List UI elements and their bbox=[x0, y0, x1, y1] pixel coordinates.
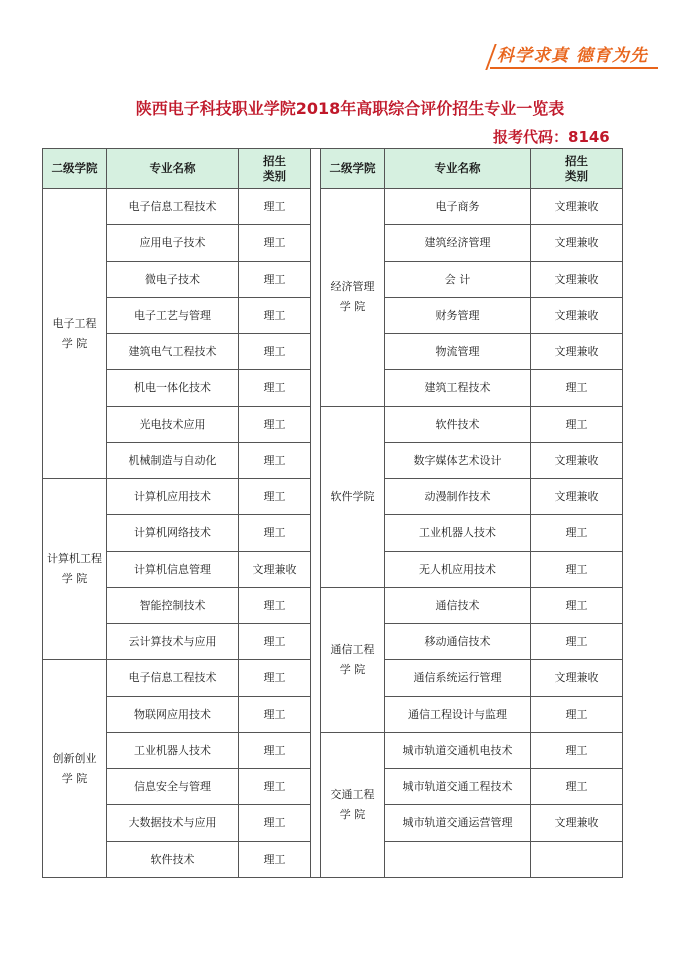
major-cell: 物联网应用技术 bbox=[107, 696, 239, 732]
header-category-line2: 类别 bbox=[263, 168, 286, 183]
category-cell: 理工 bbox=[239, 769, 311, 805]
category-cell: 理工 bbox=[239, 732, 311, 768]
category-cell: 理工 bbox=[239, 479, 311, 515]
category-cell: 文理兼收 bbox=[531, 442, 623, 478]
category-cell: 理工 bbox=[239, 805, 311, 841]
college-cell-right bbox=[321, 189, 385, 407]
column-separator bbox=[311, 297, 321, 333]
category-cell: 理工 bbox=[239, 297, 311, 333]
header-category-line1: 招生 bbox=[263, 153, 286, 168]
category-cell: 理工 bbox=[531, 696, 623, 732]
major-cell: 动漫制作技术 bbox=[385, 479, 531, 515]
column-separator bbox=[311, 696, 321, 732]
major-cell: 软件技术 bbox=[385, 406, 531, 442]
header-major-left: 专业名称 bbox=[107, 149, 239, 189]
category-cell: 文理兼收 bbox=[531, 261, 623, 297]
college-name-line2: 学 院 bbox=[61, 572, 88, 586]
major-cell: 无人机应用技术 bbox=[385, 551, 531, 587]
category-cell: 文理兼收 bbox=[239, 551, 311, 587]
category-cell: 文理兼收 bbox=[531, 189, 623, 225]
category-cell: 理工 bbox=[531, 587, 623, 623]
major-cell: 应用电子技术 bbox=[107, 225, 239, 261]
major-cell: 电子信息工程技术 bbox=[107, 660, 239, 696]
category-cell: 理工 bbox=[239, 189, 311, 225]
category-cell: 理工 bbox=[239, 587, 311, 623]
category-cell: 理工 bbox=[239, 841, 311, 877]
major-cell: 城市轨道交通机电技术 bbox=[385, 732, 531, 768]
column-separator bbox=[311, 406, 321, 442]
category-cell: 理工 bbox=[239, 660, 311, 696]
major-cell: 通信技术 bbox=[385, 587, 531, 623]
college-cell-left bbox=[43, 189, 107, 479]
major-cell: 数字媒体艺术设计 bbox=[385, 442, 531, 478]
college-name-line2: 学 院 bbox=[61, 771, 88, 785]
column-separator bbox=[311, 732, 321, 768]
major-cell: 计算机应用技术 bbox=[107, 479, 239, 515]
major-cell: 信息安全与管理 bbox=[107, 769, 239, 805]
table-row bbox=[43, 189, 623, 225]
major-cell: 通信工程设计与监理 bbox=[385, 696, 531, 732]
category-cell: 理工 bbox=[531, 624, 623, 660]
major-cell: 财务管理 bbox=[385, 297, 531, 333]
college-cell-right bbox=[321, 587, 385, 732]
column-separator bbox=[311, 660, 321, 696]
college-name-line1: 创新创业 bbox=[52, 751, 97, 765]
major-cell: 建筑经济管理 bbox=[385, 225, 531, 261]
category-cell: 理工 bbox=[531, 515, 623, 551]
column-separator bbox=[311, 225, 321, 261]
category-cell: 文理兼收 bbox=[531, 297, 623, 333]
category-cell: 理工 bbox=[531, 370, 623, 406]
major-cell: 物流管理 bbox=[385, 334, 531, 370]
college-name-line1: 经济管理 bbox=[330, 280, 375, 294]
table-header-row bbox=[43, 149, 623, 189]
category-cell: 理工 bbox=[239, 624, 311, 660]
major-cell: 智能控制技术 bbox=[107, 587, 239, 623]
college-name-line2: 学 院 bbox=[61, 336, 88, 350]
major-cell: 电子信息工程技术 bbox=[107, 189, 239, 225]
college-cell-right bbox=[321, 732, 385, 877]
header-major-right: 专业名称 bbox=[385, 149, 531, 189]
column-separator bbox=[311, 805, 321, 841]
page-title: 陕西电子科技职业学院2018年高职综合评价招生专业一览表 bbox=[135, 99, 565, 118]
major-cell: 软件技术 bbox=[107, 841, 239, 877]
category-cell: 理工 bbox=[239, 334, 311, 370]
motto-underline bbox=[490, 67, 658, 69]
major-cell: 电子商务 bbox=[385, 189, 531, 225]
major-cell: 会 计 bbox=[385, 261, 531, 297]
major-cell: 通信系统运行管理 bbox=[385, 660, 531, 696]
exam-code: 报考代码：8146 bbox=[493, 128, 610, 146]
college-cell-left bbox=[43, 660, 107, 878]
major-cell: 电子工艺与管理 bbox=[107, 297, 239, 333]
category-cell: 文理兼收 bbox=[531, 334, 623, 370]
category-cell bbox=[531, 841, 623, 877]
category-cell: 理工 bbox=[239, 406, 311, 442]
column-separator bbox=[311, 479, 321, 515]
header-category-line2: 类别 bbox=[565, 168, 588, 183]
category-cell: 理工 bbox=[239, 515, 311, 551]
majors-table bbox=[42, 148, 623, 878]
category-cell: 理工 bbox=[239, 696, 311, 732]
major-cell: 移动通信技术 bbox=[385, 624, 531, 660]
motto-slogan: 科学求真 德育为先 bbox=[497, 46, 648, 66]
column-separator bbox=[311, 769, 321, 805]
college-name-line1: 计算机工程 bbox=[47, 552, 102, 566]
college-cell-right bbox=[321, 406, 385, 587]
college-cell-left bbox=[43, 479, 107, 660]
college-name-line2: 学 院 bbox=[339, 807, 366, 821]
header-category-right bbox=[531, 149, 623, 189]
table-row bbox=[43, 732, 623, 768]
college-name-line2: 学 院 bbox=[339, 662, 366, 676]
major-cell: 建筑工程技术 bbox=[385, 370, 531, 406]
category-cell: 文理兼收 bbox=[531, 660, 623, 696]
column-separator bbox=[311, 442, 321, 478]
table-row bbox=[43, 406, 623, 442]
college-name-line1: 软件学院 bbox=[330, 489, 375, 503]
column-separator bbox=[311, 370, 321, 406]
major-cell: 城市轨道交通工程技术 bbox=[385, 769, 531, 805]
category-cell: 理工 bbox=[239, 442, 311, 478]
category-cell: 理工 bbox=[531, 551, 623, 587]
column-separator bbox=[311, 149, 321, 189]
category-cell: 文理兼收 bbox=[531, 225, 623, 261]
major-cell: 建筑电气工程技术 bbox=[107, 334, 239, 370]
category-cell: 文理兼收 bbox=[531, 805, 623, 841]
major-cell: 工业机器人技术 bbox=[385, 515, 531, 551]
major-cell: 计算机信息管理 bbox=[107, 551, 239, 587]
major-cell: 计算机网络技术 bbox=[107, 515, 239, 551]
category-cell: 理工 bbox=[239, 370, 311, 406]
column-separator bbox=[311, 261, 321, 297]
column-separator bbox=[311, 334, 321, 370]
major-cell: 工业机器人技术 bbox=[107, 732, 239, 768]
category-cell: 理工 bbox=[531, 406, 623, 442]
category-cell: 理工 bbox=[531, 769, 623, 805]
majors-table-container bbox=[42, 148, 622, 878]
column-separator bbox=[311, 515, 321, 551]
header-category-line1: 招生 bbox=[565, 153, 588, 168]
major-cell bbox=[385, 841, 531, 877]
header-college-right: 二级学院 bbox=[321, 149, 385, 189]
column-separator bbox=[311, 587, 321, 623]
major-cell: 云计算技术与应用 bbox=[107, 624, 239, 660]
major-cell: 微电子技术 bbox=[107, 261, 239, 297]
college-name-line1: 交通工程 bbox=[330, 787, 375, 801]
column-separator bbox=[311, 189, 321, 225]
major-cell: 机电一体化技术 bbox=[107, 370, 239, 406]
category-cell: 理工 bbox=[531, 732, 623, 768]
major-cell: 机械制造与自动化 bbox=[107, 442, 239, 478]
header-category-left bbox=[239, 149, 311, 189]
major-cell: 大数据技术与应用 bbox=[107, 805, 239, 841]
category-cell: 文理兼收 bbox=[531, 479, 623, 515]
major-cell: 光电技术应用 bbox=[107, 406, 239, 442]
column-separator bbox=[311, 841, 321, 877]
category-cell: 理工 bbox=[239, 261, 311, 297]
college-name-line2: 学 院 bbox=[339, 300, 366, 314]
column-separator bbox=[311, 551, 321, 587]
major-cell: 城市轨道交通运营管理 bbox=[385, 805, 531, 841]
college-name-line1: 通信工程 bbox=[330, 642, 375, 656]
column-separator bbox=[311, 624, 321, 660]
table-row bbox=[43, 587, 623, 623]
header-college-left: 二级学院 bbox=[43, 149, 107, 189]
college-name-line1: 电子工程 bbox=[52, 316, 97, 330]
category-cell: 理工 bbox=[239, 225, 311, 261]
